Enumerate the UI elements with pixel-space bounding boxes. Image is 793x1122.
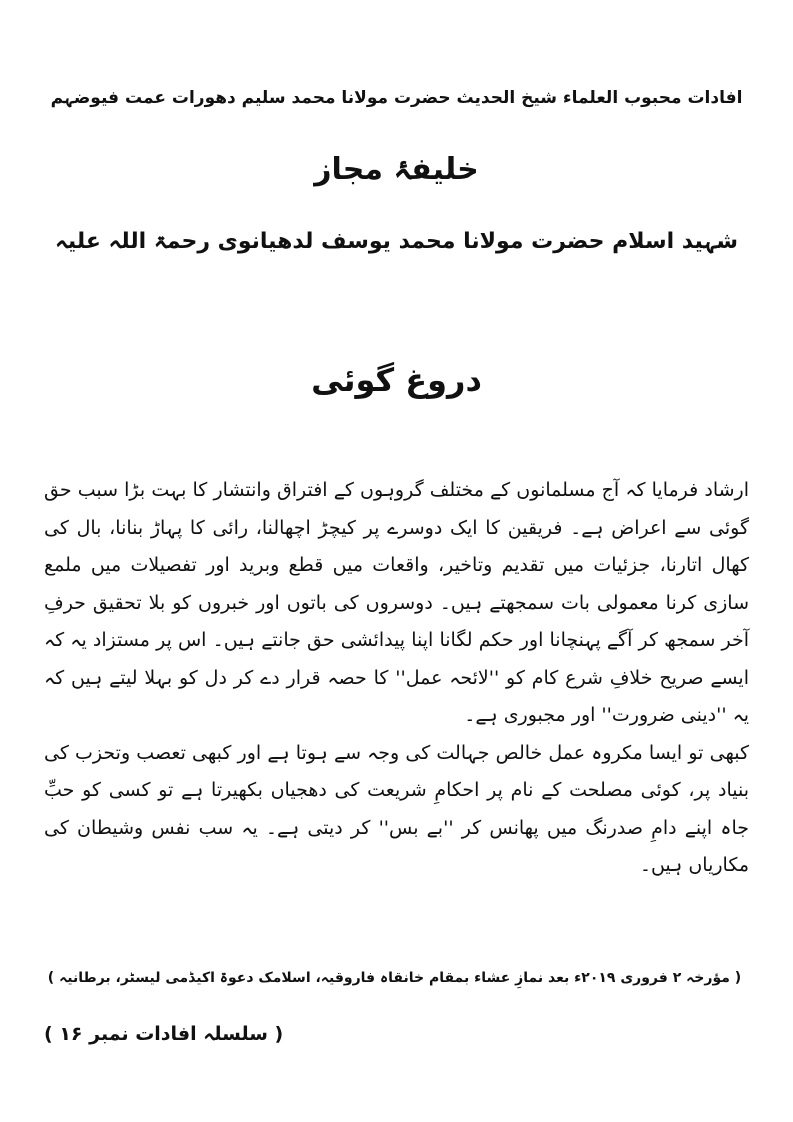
footer-block [44,950,745,1062]
paragraph-2: کبھی تو ایسا مکروہ عمل خالص جہالت کی وجہ سے ہوتا ہے اور کبھی تعصب وتحزب کی بنیاد پر، کوئی مصلحت کے نام پر احکامِ شریعت کی دھجیاں بکھیرتا ہے تو کسی کو حبِّ جاہ اپنے دامِ صدرنگ میں پھانس کر ''بے بس'' کر دیتی ہے۔ یہ سب نفس وشیطان کی مکاریاں ہیں۔ [44,741,749,876]
body-text [44,472,749,885]
header-line-khalifa: خلیفۂ مجاز [314,152,479,187]
series-number-line: ( سلسلہ افادات نمبر ۱۶ ) [44,1023,284,1045]
date-venue-line: ( مؤرخہ ۲ فروری ۲۰۱۹ء بعد نمازِ عشاء بمقام خانقاہ فاروقیہ، اسلامک دعوۃ اکیڈمی لیسٹر، برطانیہ ) [47,970,742,986]
header-block [40,62,753,278]
header-line-attribution: افادات محبوب العلماء شیخ الحدیث حضرت مولانا محمد سلیم دھورات عمت فیوضہم [50,88,743,108]
page-title: دروغ گوئی [311,361,482,399]
header-line-shaheed: شہید اسلام حضرت مولانا محمد یوسف لدھیانوی رحمۃ اللہ علیہ [54,229,738,254]
paragraph-1: ارشاد فرمایا کہ آج مسلمانوں کے مختلف گروہوں کے افتراق وانتشار کا بہت بڑا سبب حق گوئی سے اعراض ہے۔ فریقین کا ایک دوسرے پر کیچڑ اچھالنا، رائی کا پہاڑ بنانا، بال کی کھال اتارنا، جزئیات میں تقدیم وتاخیر، واقعات میں قطع وبرید اور تفصیلات میں ملمع سازی کرنا معمولی بات سمجھتے ہیں۔ دوسروں کی باتوں اور خبروں کو بلا تحقیق حرفِ آخر سمجھ کر آگے پہنچانا اور حکم لگانا اپنا پیدائشی حق جانتے ہیں۔ اس پر مستزاد یہ کہ ایسے صریح خلافِ شرع کام کو ''لائحہ عمل'' کا حصہ قرار دے کر دل کو بہلا لیتے ہیں کہ یہ ''دینی ضرورت'' اور مجبوری ہے۔ [44,479,749,726]
